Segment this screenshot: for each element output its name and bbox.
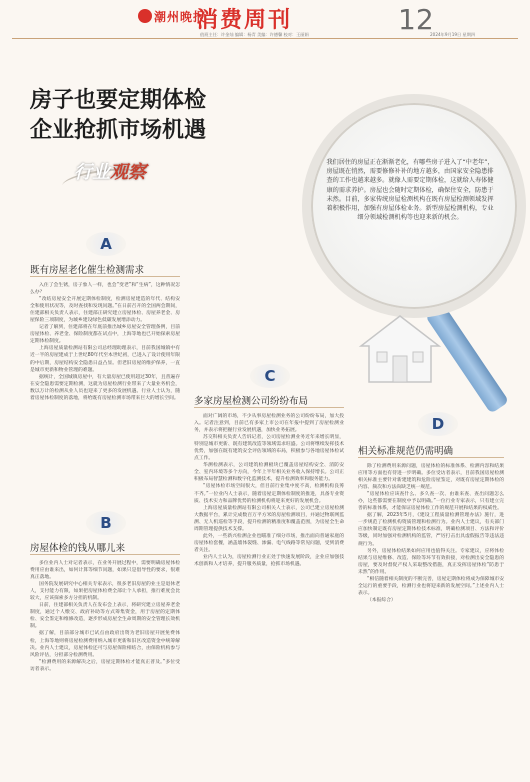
paragraph: “改结房屋安全开展定期体检制度，检测房屋建造的年代、结构安全和使用状况等，及时查找和发现问题。”在日前召开的全国两会期间，住建部相关负责人表示，住建部正研究建立房屋体检、房屋养老金、房屋保险三项制度，为城乡建设绿色低碳发展增添动力。 bbox=[30, 297, 180, 324]
paragraph: 国务院发展研究中心相关专家表示，很多老旧房屋的业主是退休老人，支付能力有限，如果把房屋体检费全部让个人承担，推行难度会比较大，应该探索多方分担的机制。 bbox=[30, 582, 180, 602]
section-c-body bbox=[194, 413, 344, 775]
paragraph: “房屋体检市场空间很大，但目前行业集中度不高，检测机构良莠不齐。”一位业内人士表示，随着房屋定期体检制度的推进，具备专业资质、技术实力和品牌优势的检测机构将迎来更好的发展机会。 bbox=[194, 484, 344, 504]
section-a-marker: A bbox=[86, 232, 126, 256]
section-b-rule bbox=[30, 554, 180, 555]
paper-name: 潮州晚报 bbox=[154, 10, 207, 24]
house-icon bbox=[355, 310, 445, 386]
section-c-rule bbox=[194, 407, 344, 408]
paragraph: “检测费用的来源解决之后，房屋定期体检才能真正普及。”多位受访者表示。 bbox=[30, 659, 180, 672]
paragraph: “房屋体检应该查什么、多久查一次、由谁来查、查出问题怎么办，这些都需要在制度中予以明确。”一位行业专家表示，只有建立完善的标准体系，才能保证房屋体检工作的规范开展和结果的权威性。 bbox=[358, 492, 504, 512]
page-number: 12 bbox=[398, 3, 434, 36]
paragraph: 多位业内人士对记者表示，在业务开展过程中，需要明确房屋体检费用应由谁来出，如何计算等细节问题，如果只是倡导性的要求，很难真正落地。 bbox=[30, 561, 180, 581]
section-d-rule bbox=[358, 457, 504, 458]
paragraph: 入住了会生锈，房子象人一样，也会“变老”和“生病”，这种情况怎么办？ bbox=[30, 283, 180, 296]
section-c-title: 多家房屋检测公司纷纷布局 bbox=[194, 396, 309, 407]
paragraph: 苏交科相关负责人告诉记者，公司房屋检测业务近年来增长明显，特别是城市更新、既有建筑改造等领域需求旺盛。公司将继续发挥技术优势，加强在既有建筑安全评估领域的布局，积极参与各地房屋体检试点工作。 bbox=[194, 435, 344, 462]
paragraph: 日前，住建部相关负责人在发布会上表示，将研究建立房屋养老金制度，通过个人缴交、政府补助等方式筹集资金，用于房屋的定期体检、安全鉴定和维修改造，逐步形成房屋全生命周期的安全管理长效机制。 bbox=[30, 603, 180, 630]
lead-paragraph: 我们居住的房屋正在渐渐老化，有哪些房子进入了“中老年”，房屋既在悄然，需要修修补补的地方越多，由国家安全隐患排查的工作也越来越多。就像人需要定期体检，这就给人寿体健康的需求养护。房屋也会随时定期体检，确保住安全，防患于未然。目前，多家传统房屋检测机构在既有房屋检测领域发挥着积极作用，加强有房屋体检业务。新型房屋检测机构，专业细分领域检测机构等也迎来新的机会。 bbox=[326, 159, 494, 222]
section-a-rule bbox=[30, 276, 180, 277]
paragraph: “相信随着相关制度的不断完善，房屋定期体检将成为保障城市安全运行的重要手段，检测行业也将迎来新的发展空间。”上述业内人士表示。 bbox=[358, 576, 504, 596]
paragraph: 华测检测表示，公司建筑检测板块已覆盖房屋结构安全、消防安全、室内环境等多个方向，今年上半年相关业务收入保持增长。公司正积极布局智慧检测和数字化监测技术，提升检测效率和服务能力。 bbox=[194, 463, 344, 483]
section-a-body bbox=[30, 282, 180, 528]
headline bbox=[30, 86, 206, 146]
paragraph: 业内人士认为，房屋检测行业正处于快速发展阶段，企业应加强技术创新和人才培养，提升服务质量，抢抓市场机遇。 bbox=[194, 554, 344, 567]
masthead-divider bbox=[12, 38, 518, 39]
paragraph: 据统计，全国城镇房屋中，有大量房屋已使用超过30年，且普遍存在安全隐患需要定期检测，这就为房屋检测行业带来了大量业务机会，数以万计的检测从业人员也迎来了更多的发展机遇。行业人士认为，随着房屋体检制度的落地，将给既有房屋检测市场带来巨大的增长空间。 bbox=[30, 374, 180, 401]
headline-line-2: 企业抢抓市场机遇 bbox=[30, 118, 207, 143]
paragraph: 据了解，2023年5月，《建设工程质量检测管理办法》施行，进一步规范了检测机构资质管理和检测行为。业内人士建议，有关部门应加快制定既有房屋定期体检技术标准，明确检测项目、方法和评价等级，同时加强对检测机构的监管，严厉打击出具虚假报告等违法违规行为。 bbox=[358, 513, 504, 547]
paragraph: 此外，一些新兴检测企业也瞄准了细分市场，推出面向普通家庭的房屋体检套餐，涵盖墙体裂缝、渗漏、电气线路等常见问题，受到消费者关注。 bbox=[194, 533, 344, 553]
paragraph: 除了检测费用来源问题，房屋体检的标准体系、检测内容和结果应用等方面也有待进一步明确。多位受访者表示，目前我国房屋检测相关标准主要针对新建建筑和危险房屋鉴定，对既有房屋定期体检的内容、频次和方法尚缺乏统一规范。 bbox=[358, 464, 504, 491]
section-b-title: 房屋体检的钱从哪儿来 bbox=[30, 543, 126, 554]
section-b-marker: B bbox=[86, 511, 126, 535]
newspaper-logo-icon bbox=[138, 9, 152, 23]
kicker-part-1: 行业 bbox=[74, 162, 110, 183]
paragraph: 面对广阔的市场，不少从事房屋检测业务的公司纷纷布局，加大投入。记者注意到，目前已有多家上市公司在年报中提到了房屋检测业务，并表示将把握行业发展机遇，加快业务拓展。 bbox=[194, 414, 344, 434]
paragraph: 记者了解到，住建部将在年底前推出城乡房屋安全管理条例，目前房屋体检、养老金、保险制度都在试点中，上海等地也已开始探索房屋定期体检制度。 bbox=[30, 325, 180, 345]
section-title: 消费周刊 bbox=[196, 7, 293, 33]
kicker-part-2: 观察 bbox=[110, 162, 146, 183]
section-b-body bbox=[30, 560, 180, 774]
section-a-title: 既有房屋老化催生检测需求 bbox=[30, 265, 145, 276]
section-d-title: 相关标准规范仍需明确 bbox=[358, 446, 454, 457]
section-d-body bbox=[358, 463, 504, 775]
section-c-marker: C bbox=[250, 364, 290, 388]
paragraph: 上海房屋质量检测站有限公司总经理助理表示，目前我国城镇中有近一半的房屋建成于上世纪80年代至本世纪初，已进入了设计使用年限的中后期，房屋结构安全隐患日益凸显。但老旧房屋的维护保养，一直是城市更新和物业管理的难题。 bbox=[30, 346, 180, 373]
masthead bbox=[0, 0, 530, 38]
publication-date: 2024年9月19日 星期四 bbox=[430, 32, 476, 37]
kicker-industry-watch bbox=[74, 158, 146, 184]
section-d-marker: D bbox=[418, 412, 458, 436]
paragraph: 据了解，目前部分城市已试点由政府出资为老旧房屋开展免费体检，上海等地则将房屋检测费用纳入城市更新和旧区改造资金中统筹解决。业内人士建议，房屋体检还可与房屋保险相结合，由保险机构参与风险评估，分担部分检测费用。 bbox=[30, 631, 180, 658]
paragraph: 另外，房屋体检结果如何应用也值得关注。专家建议，应将体检结果与房屋维修、改造、保险等环节有效衔接，对检测出安全隐患的房屋，要及时督促产权人采取整改措施，真正发挥房屋体检“防患于未然”的作用。 bbox=[358, 548, 504, 575]
paragraph: （本报综合） bbox=[367, 597, 396, 603]
headline-line-1: 房子也要定期体检 bbox=[30, 88, 207, 113]
paragraph: 上海房屋质量检测站有限公司相关人士表示，公司已建立房屋检测大数据平台，累计完成数百万平方米的房屋检测项目，并通过物联网监测、无人机巡检等手段，提升检测的精准度和覆盖范围，为房屋全生命周期管理提供技术支撑。 bbox=[194, 505, 344, 532]
editor-credits: 值班主任：许金灿 编辑：杨青 美编：许德馨 校对：王丽娟 bbox=[200, 32, 309, 37]
